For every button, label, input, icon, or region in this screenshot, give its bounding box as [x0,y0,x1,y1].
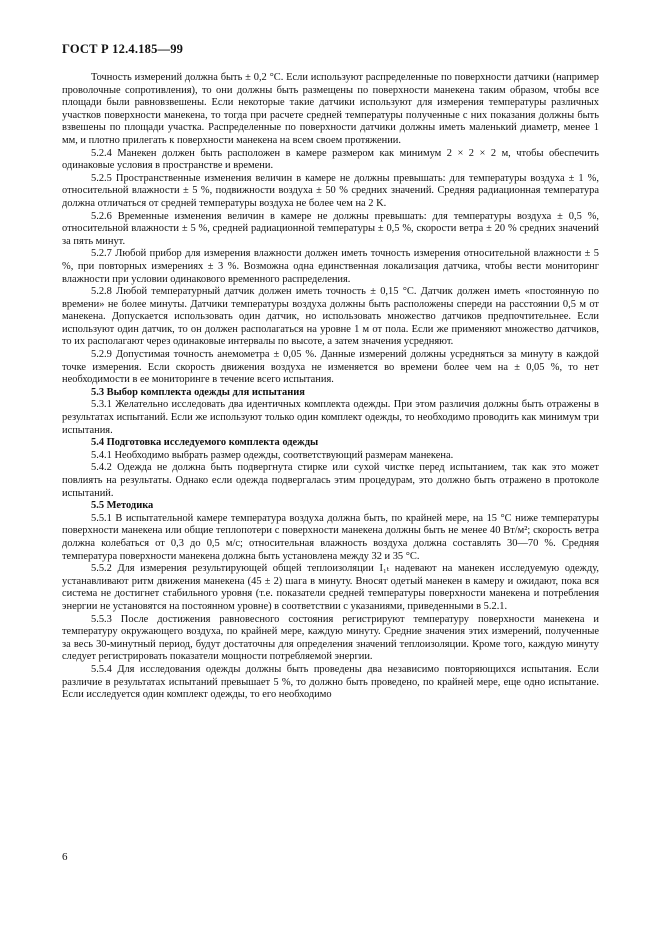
paragraph: 5.2.4 Манекен должен быть расположен в камере размером как минимум 2 × 2 × 2 м, чтобы обеспечить одинаковые условия в пространстве и времени. [62,147,599,172]
section-heading: 5.5 Методика [91,500,154,512]
paragraph: 5.5.3 После достижения равновесного состояния регистрируют температуру поверхности манекена и температуру окружающего воздуха, по крайней мере, каждую минуту. Средние значения этих измерений, полученные за весь 30-минутный период, будут достаточны для определения значений теплоизоляции. Кроме того, каждую минуту следует регистрировать показатели мощности потребляемой энергии. [62,613,599,663]
paragraph: 5.4.1 Необходимо выбрать размер одежды, соответствующий размерам манекена. [91,449,454,461]
paragraph: 5.5.4 Для исследования одежды должны быть проведены два независимо повторяющихся испытания. Если различие в результатах испытаний превышает 5 %, то должно быть проведено, по крайней мере, еще одно испытание. Если исследуется один комплект одежды, то его необходимо [62,663,599,701]
section-heading: 5.3 Выбор комплекта одежды для испытания [91,386,305,398]
paragraph: 5.2.9 Допустимая точность анемометра ± 0,05 %. Данные измерений должны усредняться за минуту в каждой точке измерения. Если скорость движения воздуха не изменяется во времени более чем на ± 0,05 %, то нет необходимости в ее мониторинге в течение всего испытания. [62,349,599,386]
paragraph: 5.5.2 Для измерения результирующей общей теплоизоляции I₁ₜ надевают на манекен исследуемую одежду, устанавливают ритм движения манекена (45 ± 2) шага в минуту. Вносят одетый манекен в камеру и ожидают, пока вся система не достигнет стабильного уровня (т.е. показатели средней температуры поверхности манекена и потребления энергии не установятся на постоянном уровне) в соответствии с указаниями, приведенными в 5.2.1. [62,563,599,612]
document-header: ГОСТ Р 12.4.185—99 [62,42,184,56]
document-body [62,72,599,702]
paragraph: Точность измерений должна быть ± 0,2 °С. Если используют распределенные по поверхности датчики (например проволочные сопротивления), то они должны быть размещены по поверхности манекена таким образом, чтобы все площади были равновзвешены. Если некоторые такие датчики используют для измерения температуры различных участков поверхности манекена, то тогда при расчете средней температуры полученные с них показания должны быть взвешены по площади участка. Распределенные по поверхности датчики должны иметь маленький диаметр, менее 1 мм, и плотно прилегать к поверхности манекена на всем своем протяжении. [62,72,599,146]
page-number: 6 [62,851,68,863]
section-heading: 5.4 Подготовка исследуемого комплекта одежды [91,437,319,449]
paragraph: 5.2.7 Любой прибор для измерения влажности должен иметь точность измерения относительной влажности ± 5 %, при повторных измерениях ± 3 %. Возможна одна единственная локализация датчика, чтобы вести мониторинг влажности при условии одинакового временного распределения. [62,248,599,285]
paragraph: 5.4.2 Одежда не должна быть подвергнута стирке или сухой чистке перед испытанием, так как это может повлиять на результаты. Однако если одежда подвергалась этим процедурам, это должно быть отражено в протоколе испытаний. [62,462,599,499]
paragraph: 5.2.5 Пространственные изменения величин в камере не должны превышать: для температуры воздуха ± 1 %, относительной влажности ± 5 %, подвижности воздуха ± 50 % средних значений. Средняя радиационная температура должна отличаться от средней температуры воздуха не более чем на 2 K. [62,172,599,209]
paragraph: 5.2.8 Любой температурный датчик должен иметь точность ± 0,15 °С. Датчик должен иметь «постоянную по времени» не более минуты. Датчики температуры воздуха должны быть расположены спереди на расстоянии 0,5 м от манекена. Допускается использовать один датчик, но использовать множество датчиков предпочтительнее. Если используют один датчик, то он должен располагаться на уровне 1 м от пола. Если же применяют множество датчиков, то их располагают через одинаковые интервалы по высоте, а затем значения усредняют. [62,286,599,348]
paragraph: 5.2.6 Временные изменения величин в камере не должны превышать: для температуры воздуха ± 0,5 %, относительной влажности ± 5 %, средней радиационной температуры ± 0,5 %, скорости ветра ± 20 % средних значений за пять минут. [62,210,599,247]
paragraph: 5.5.1 В испытательной камере температура воздуха должна быть, по крайней мере, на 15 °С ниже температуры поверхности манекена или общие теплопотери с поверхности манекена должны быть не менее 40 Вт/м²; скорость ветра должна колебаться от 0,3 до 0,5 м/с; относительная влажность воздуха должна составлять 30—70 %. Средняя температура поверхности манекена должна быть установлена между 32 и 35 °С. [62,512,599,562]
paragraph: 5.3.1 Желательно исследовать два идентичных комплекта одежды. При этом различия должны быть отражены в результатах испытаний. Если же используют только один комплект одежды, то необходимо проводить как минимум три испытания. [62,399,599,436]
